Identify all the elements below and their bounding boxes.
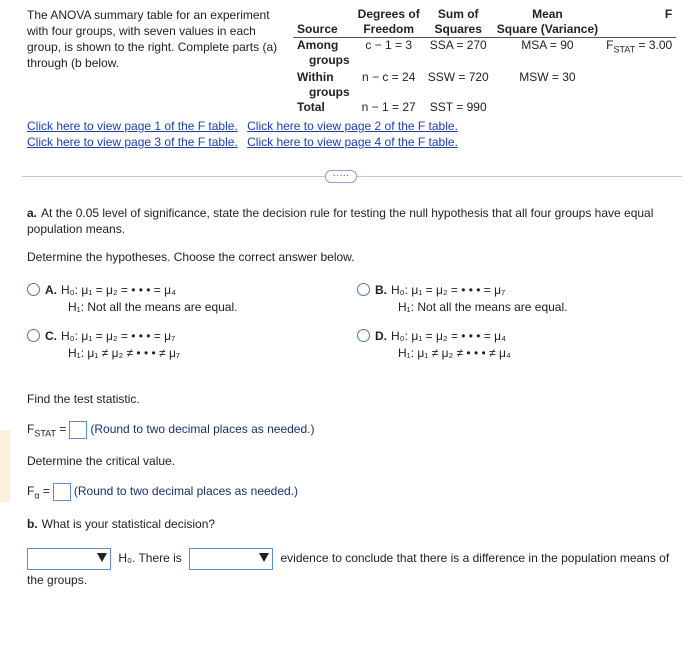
chevron-down-icon (97, 553, 107, 562)
ms-cell: MSW = 30 (519, 70, 576, 84)
part-a-question: a. At the 0.05 level of significance, state the decision rule for testing the null hypothesis that all four groups have equal population means. (27, 206, 654, 236)
radio-option-a[interactable] (27, 283, 40, 296)
table-row (293, 100, 676, 115)
df-cell: c − 1 = 3 (365, 38, 413, 52)
test-statistic-prompt: Find the test statistic. (27, 392, 140, 406)
chevron-down-icon (259, 553, 269, 562)
falpha-row: $F_\alpha$ = (Round to two decimal places as needed.) (27, 484, 299, 501)
fstat-input[interactable] (69, 421, 87, 439)
df-cell: n − 1 = 27 (361, 100, 416, 114)
source-cell: Among groups (297, 38, 350, 67)
f-table-page2-link[interactable]: Click here to view page 2 of the F table. (247, 119, 458, 133)
header-ms: Mean Square (Variance) (493, 7, 602, 38)
radio-option-d[interactable] (357, 329, 370, 342)
source-cell: Within groups (297, 70, 350, 99)
ss-cell: SSW = 720 (427, 70, 489, 84)
header-df: Degrees of Freedom (354, 7, 424, 38)
anova-table (293, 7, 676, 115)
part-b-question: b. What is your statistical decision? (27, 517, 216, 531)
table-row (293, 68, 676, 100)
hypotheses-prompt: Determine the hypotheses. Choose the correct answer below. (27, 250, 355, 264)
ss-cell: SSA = 270 (429, 38, 487, 52)
f-table-page3-link[interactable]: Click here to view page 3 of the F table. (27, 135, 238, 149)
source-cell: Total (297, 100, 325, 114)
evidence-dropdown[interactable] (189, 548, 273, 570)
header-source: Source (293, 7, 354, 38)
option-a[interactable]: A. H₀: μ₁ = μ₂ = • • • = μ₄ H₁: Not all the means are equal. (27, 282, 237, 316)
radio-option-b[interactable] (357, 283, 370, 296)
sidebar-marker (0, 430, 10, 502)
table-row (293, 38, 676, 69)
df-cell: n − c = 24 (362, 70, 416, 84)
decision-row: H₀. There is evidence to conclude that there is a difference in the population means of (27, 548, 669, 570)
f-cell: $F_{STAT} = 3.00$ (606, 38, 673, 55)
decision-dropdown[interactable] (27, 548, 111, 570)
header-ss: Sum of Squares (424, 7, 493, 38)
critical-value-prompt: Determine the critical value. (27, 454, 176, 468)
option-c[interactable]: C. H₀: μ₁ = μ₂ = • • • = μ₇ H₁: μ₁ ≠ μ₂ ≠ • • • ≠ μ₇ (27, 328, 180, 362)
problem-intro: The ANOVA summary table for an experiment with four groups, with seven values in each group, is shown to the right. Complete parts (a) through (b below. (27, 8, 278, 70)
ms-cell: MSA = 90 (521, 38, 574, 52)
falpha-input[interactable] (53, 483, 71, 501)
ss-cell: SST = 990 (429, 100, 487, 114)
radio-option-c[interactable] (27, 329, 40, 342)
option-d[interactable]: D. H₀: μ₁ = μ₂ = • • • = μ₄ H₁: μ₁ ≠ μ₂ ≠ • • • ≠ μ₄ (357, 328, 511, 362)
expand-button[interactable]: ····· (325, 170, 357, 183)
f-table-page1-link[interactable]: Click here to view page 1 of the F table. (27, 119, 238, 133)
header-f: F (602, 7, 676, 38)
f-table-page4-link[interactable]: Click here to view page 4 of the F table. (247, 135, 458, 149)
fstat-row: $F_{STAT}$ = (Round to two decimal places as needed.) (27, 422, 315, 439)
decision-trailing-text: the groups. (27, 573, 88, 587)
option-b[interactable]: B. H₀: μ₁ = μ₂ = • • • = μ₇ H₁: Not all the means are equal. (357, 282, 567, 316)
f-table-links (27, 118, 464, 150)
